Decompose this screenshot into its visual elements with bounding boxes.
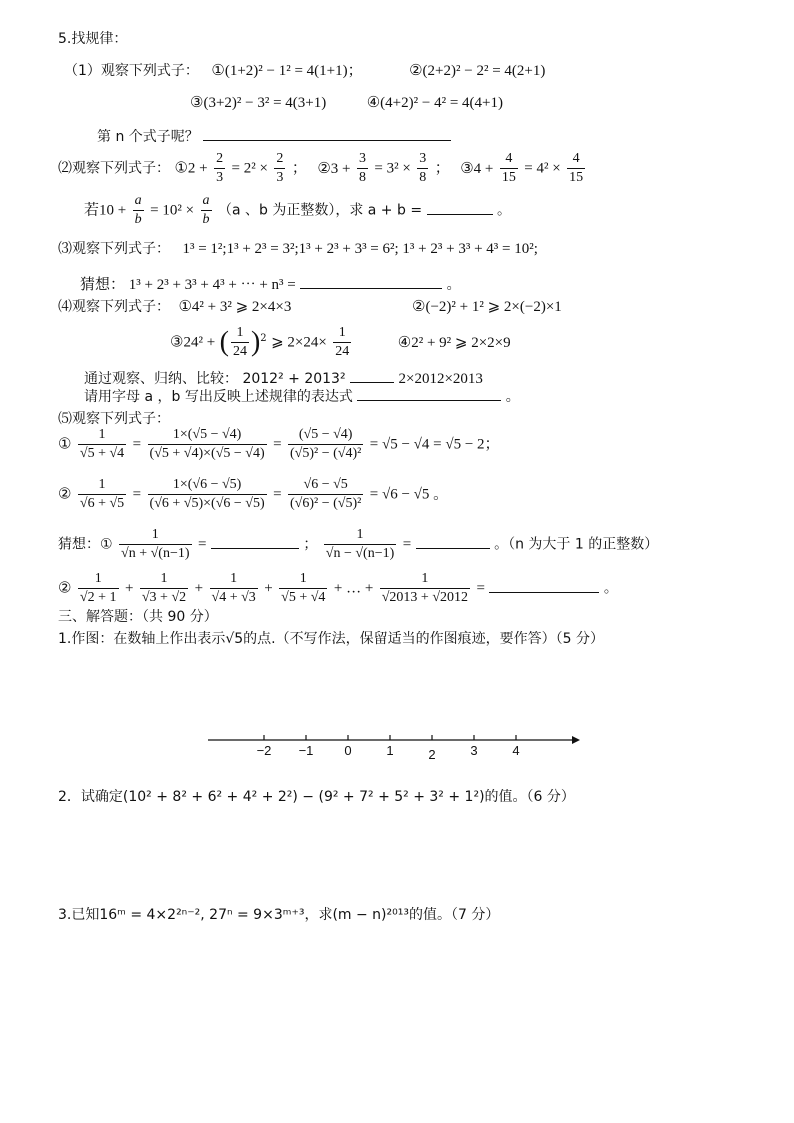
p3-line1	[58, 242, 538, 257]
answer-blank[interactable]	[211, 536, 299, 549]
fraction-denominator: 3	[276, 170, 284, 185]
fraction	[214, 152, 225, 185]
separator: ；	[434, 160, 450, 177]
p3-expr: 1³ = 1²;1³ + 2³ = 3²;1³ + 2³ + 3³ = 6²; 1³ + 2³ + 3³ + 4³ = 10²;	[182, 241, 538, 257]
p1-label: （1）观察下列式子：	[64, 63, 199, 79]
exponent: 2	[260, 332, 267, 344]
p2-line2	[84, 194, 511, 227]
p3-guess: 猜想： 1³ + 2³ + 3³ + 4³ + ⋯ + n³ =	[80, 277, 296, 293]
p4-line1	[58, 300, 291, 315]
p2-expr1-a: ①2 +	[174, 160, 208, 177]
p2-expr3-b: = 4² ×	[524, 160, 561, 177]
equals: =	[273, 486, 282, 503]
equals: =	[197, 536, 207, 553]
fraction	[288, 478, 363, 511]
fraction-numerator: 1	[98, 427, 106, 442]
fraction	[567, 152, 585, 185]
p4-line3	[84, 370, 483, 387]
section5-title: 5.找规律：	[58, 31, 128, 47]
p2-expr2-a: ②3 +	[317, 160, 351, 177]
axis-tick-label: 2	[428, 747, 436, 762]
fraction	[148, 478, 267, 511]
equals: =	[402, 536, 412, 553]
fraction-numerator: 3	[358, 151, 366, 166]
fraction-numerator: 1	[356, 527, 364, 542]
fraction	[324, 528, 396, 561]
fraction-numerator: 1	[151, 527, 159, 542]
plus: +	[264, 580, 273, 597]
p5-row2-end: = √6 − √5 。	[369, 486, 449, 503]
axis-ticks	[264, 735, 516, 740]
fraction	[288, 428, 363, 461]
paren-right: )	[250, 326, 261, 358]
paren-left: (	[219, 326, 229, 358]
fraction-denominator: 3	[216, 170, 224, 185]
fraction-denominator: (√6)² − (√5)²	[290, 496, 362, 511]
fraction-denominator: (√6 + √5)×(√6 − √5)	[149, 496, 265, 511]
fraction	[78, 572, 119, 605]
p5-guess-note: 。（n 为大于 1 的正整数）	[494, 536, 659, 553]
fraction-denominator: √5 + √4	[281, 590, 326, 605]
fraction-numerator: 4	[572, 151, 580, 166]
question-1: 1.作图：在数轴上作出表示√5的点.（不写作法，保留适当的作图痕迹，要作答）（5 分）	[58, 631, 604, 647]
p4-expr3-b: ⩾ 2×24×	[271, 334, 327, 351]
p4-expr3-a: ③24² +	[170, 334, 216, 351]
circled-one: ①	[58, 436, 72, 453]
p4-compare-b: 2×2012×2013	[398, 371, 483, 387]
p5-label: ⑸观察下列式子：	[58, 411, 170, 427]
fraction-denominator: √5 + √4	[79, 446, 125, 461]
fraction-numerator: 2	[216, 151, 224, 166]
separator: ；	[291, 160, 307, 177]
plus: +	[194, 580, 204, 597]
fraction-denominator: 24	[232, 344, 247, 359]
axis-tick-label: 4	[512, 743, 520, 758]
fraction-numerator: 1	[230, 571, 238, 586]
fraction-numerator: a	[134, 193, 142, 208]
axis-tick-label: 0	[344, 743, 352, 758]
p1-line2	[190, 96, 503, 111]
p4-expr4: ④2² + 9² ⩾ 2×2×9	[397, 334, 511, 351]
p4-line4	[84, 388, 520, 404]
fraction-denominator: √2 + 1	[79, 590, 117, 605]
fraction-denominator: √2013 + √2012	[381, 590, 469, 605]
answer-blank[interactable]	[416, 536, 490, 549]
equals: =	[132, 436, 142, 453]
fraction	[417, 152, 428, 185]
fraction-numerator: 1	[98, 477, 106, 492]
question-2: 2．试确定(10² + 8² + 6² + 4² + 2²) − (9² + 7² + 5² + 3² + 1²)的值。（6 分）	[58, 789, 575, 805]
fraction-denominator: 8	[358, 170, 366, 185]
p5-row2	[58, 478, 448, 511]
answer-blank[interactable]	[427, 202, 493, 215]
p2-line1	[58, 152, 587, 185]
p1-question	[97, 128, 451, 144]
answer-blank[interactable]	[357, 388, 501, 401]
fraction	[210, 572, 258, 605]
p4-ask: 请用字母 a ，b 写出反映上述规律的表达式	[84, 389, 353, 405]
arrow-head-icon	[572, 736, 580, 744]
p5-guess-label: 猜想：①	[58, 536, 113, 553]
fraction-numerator: 1×(√6 − √5)	[172, 477, 242, 492]
p2-label: ⑵观察下列式子：	[58, 160, 170, 177]
fraction-numerator: 1	[338, 325, 346, 340]
fraction	[274, 152, 285, 185]
fraction	[500, 152, 518, 185]
fraction	[148, 428, 267, 461]
fraction	[78, 428, 126, 461]
p1-expr2: ②(2+2)² − 2² = 4(2+1)	[409, 63, 546, 79]
axis-tick-label: −1	[298, 743, 314, 758]
fraction-numerator: 3	[419, 151, 427, 166]
equals: =	[476, 580, 485, 597]
fraction	[133, 194, 144, 227]
fraction-numerator: 1	[299, 571, 307, 586]
p4-line2	[170, 326, 511, 359]
fraction-numerator: 1	[236, 325, 244, 340]
number-line[interactable]	[200, 726, 590, 766]
answer-blank[interactable]	[350, 370, 394, 383]
p1-question-text: 第 n 个式子呢？	[97, 129, 199, 145]
p2-if-a: 若10 +	[84, 202, 127, 219]
p4-expr1: ①4² + 3² ⩾ 2×4×3	[178, 299, 292, 315]
fraction	[140, 572, 188, 605]
answer-blank[interactable]	[203, 128, 451, 141]
fraction-numerator: (√5 − √4)	[298, 427, 353, 442]
fraction	[201, 194, 212, 227]
fraction-denominator: √4 + √3	[211, 590, 256, 605]
answer-blank[interactable]	[489, 580, 599, 593]
p5-sum-row	[58, 572, 618, 605]
separator: ；	[303, 536, 318, 553]
p2-expr3-a: ③4 +	[460, 160, 494, 177]
period: 。	[496, 202, 511, 219]
fraction	[333, 326, 351, 359]
ellipsis: + … +	[333, 580, 374, 597]
p1-expr3: ③(3+2)² − 3² = 4(3+1)	[190, 95, 327, 111]
answer-blank[interactable]	[300, 276, 442, 289]
p2-expr2-b: = 3² ×	[374, 160, 411, 177]
fraction-denominator: (√5)² − (√4)²	[290, 446, 362, 461]
axis-tick-labels	[257, 743, 520, 762]
fraction-denominator: √6 + √5	[79, 496, 125, 511]
fraction-denominator: 8	[419, 170, 427, 185]
period: 。	[505, 389, 520, 405]
question-3: 3.已知16ᵐ = 4×2²ⁿ⁻², 27ⁿ = 9×3ᵐ⁺³，求(m − n)²⁰¹³的值。（7 分）	[58, 907, 500, 923]
p2-if-c: （a 、b 为正整数），求 a + b =	[217, 202, 423, 219]
equals: =	[132, 486, 142, 503]
fraction-denominator: b	[202, 212, 210, 227]
fraction	[380, 572, 470, 605]
fraction-denominator: 24	[335, 344, 350, 359]
fraction	[357, 152, 368, 185]
fraction	[231, 326, 249, 359]
p1-line1	[64, 64, 545, 79]
fraction-numerator: 1	[94, 571, 102, 586]
fraction	[119, 528, 191, 561]
fraction-denominator: b	[134, 212, 142, 227]
fraction	[279, 572, 327, 605]
period: 。	[446, 277, 461, 293]
fraction-denominator: 15	[569, 170, 584, 185]
fraction-denominator: (√5 + √4)×(√5 − √4)	[149, 446, 265, 461]
p4-compare-a: 通过观察、归纳、比较： 2012² + 2013²	[84, 371, 346, 387]
p2-if-b: = 10² ×	[150, 202, 195, 219]
fraction-numerator: 2	[276, 151, 284, 166]
p3-label: ⑶观察下列式子：	[58, 241, 170, 257]
equals: =	[273, 436, 282, 453]
fraction-numerator: 4	[505, 151, 513, 166]
fraction-numerator: a	[202, 193, 210, 208]
plus: +	[124, 580, 134, 597]
p5-guess-row	[58, 528, 658, 561]
p4-expr2-line	[412, 300, 562, 315]
p5-row1	[58, 428, 500, 461]
p4-label: ⑷观察下列式子：	[58, 299, 170, 315]
axis-tick-label: 3	[470, 743, 478, 758]
circled-two: ②	[58, 580, 72, 597]
p5-row1-end: = √5 − √4 = √5 − 2；	[369, 436, 500, 453]
fraction-denominator: √3 + √2	[141, 590, 187, 605]
circled-two: ②	[58, 486, 72, 503]
p1-expr1: ①(1+2)² − 1² = 4(1+1)；	[211, 63, 363, 79]
fraction-denominator: √n − √(n−1)	[325, 546, 395, 561]
fraction-denominator: 15	[501, 170, 516, 185]
p3-line2	[80, 276, 461, 293]
period: 。	[603, 580, 618, 597]
fraction	[78, 478, 126, 511]
fraction-numerator: √6 − √5	[303, 477, 348, 492]
p2-expr1-b: = 2² ×	[231, 160, 268, 177]
p4-expr2: ②(−2)² + 1² ⩾ 2×(−2)×1	[412, 299, 562, 315]
fraction-numerator: 1	[421, 571, 429, 586]
fraction-denominator: √n + √(n−1)	[121, 546, 190, 561]
fraction-numerator: 1×(√5 − √4)	[172, 427, 242, 442]
p1-expr4: ④(4+2)² − 4² = 4(4+1)	[366, 95, 503, 111]
axis-tick-label: −2	[256, 743, 272, 758]
section3-title: 三、解答题：（共 90 分）	[58, 609, 218, 625]
fraction-numerator: 1	[160, 571, 168, 586]
axis-tick-label: 1	[386, 743, 394, 758]
